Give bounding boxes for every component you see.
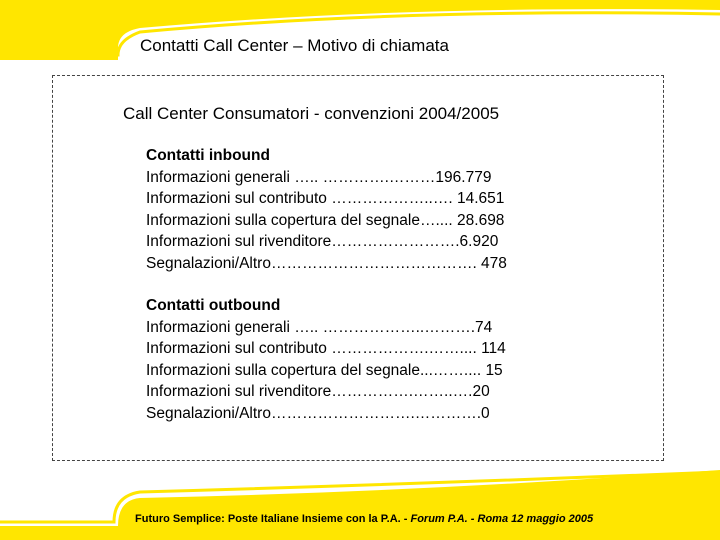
footer-text [135,513,593,525]
inbound-line: Informazioni sul contributo ………………..…. 14.651 [146,190,505,207]
outbound-title: Contatti outbound [146,297,281,314]
content-box [52,75,664,461]
inbound-line: Informazioni generali ….. ………….………196.779 [146,168,492,186]
outbound-line: Informazioni generali ….. ………………..……….74 [146,318,493,336]
inbound-title: Contatti inbound [146,147,270,164]
inbound-section [146,145,507,274]
footer-italic: Forum P.A. - Roma 12 maggio 2005 [410,513,594,525]
slide-title: Contatti Call Center – Motivo di chiamata [140,36,449,55]
inbound-line: Segnalazioni/Altro…………………………………. 478 [146,254,507,272]
outbound-line: Informazioni sul contributo ……………….…….... 114 [146,340,506,357]
inbound-line: Informazioni sul rivenditore…………………….6.920 [146,233,499,250]
footer-plain: Futuro Semplice: Poste Italiane Insieme con la P.A. - [135,513,411,525]
bottom-yellow-band [0,470,720,540]
outbound-line: Informazioni sulla copertura del segnale...…….... 15 [146,361,503,379]
inbound-line: Informazioni sulla copertura del segnale….... 28.698 [146,211,505,229]
outbound-section [146,295,506,424]
box-heading: Call Center Consumatori - convenzioni 2004/2005 [123,104,500,123]
top-yellow-band [0,0,720,70]
outbound-line: Informazioni sul rivenditore…………….……..….20 [146,383,490,400]
outbound-line: Segnalazioni/Altro……………………….………….0 [146,404,490,422]
